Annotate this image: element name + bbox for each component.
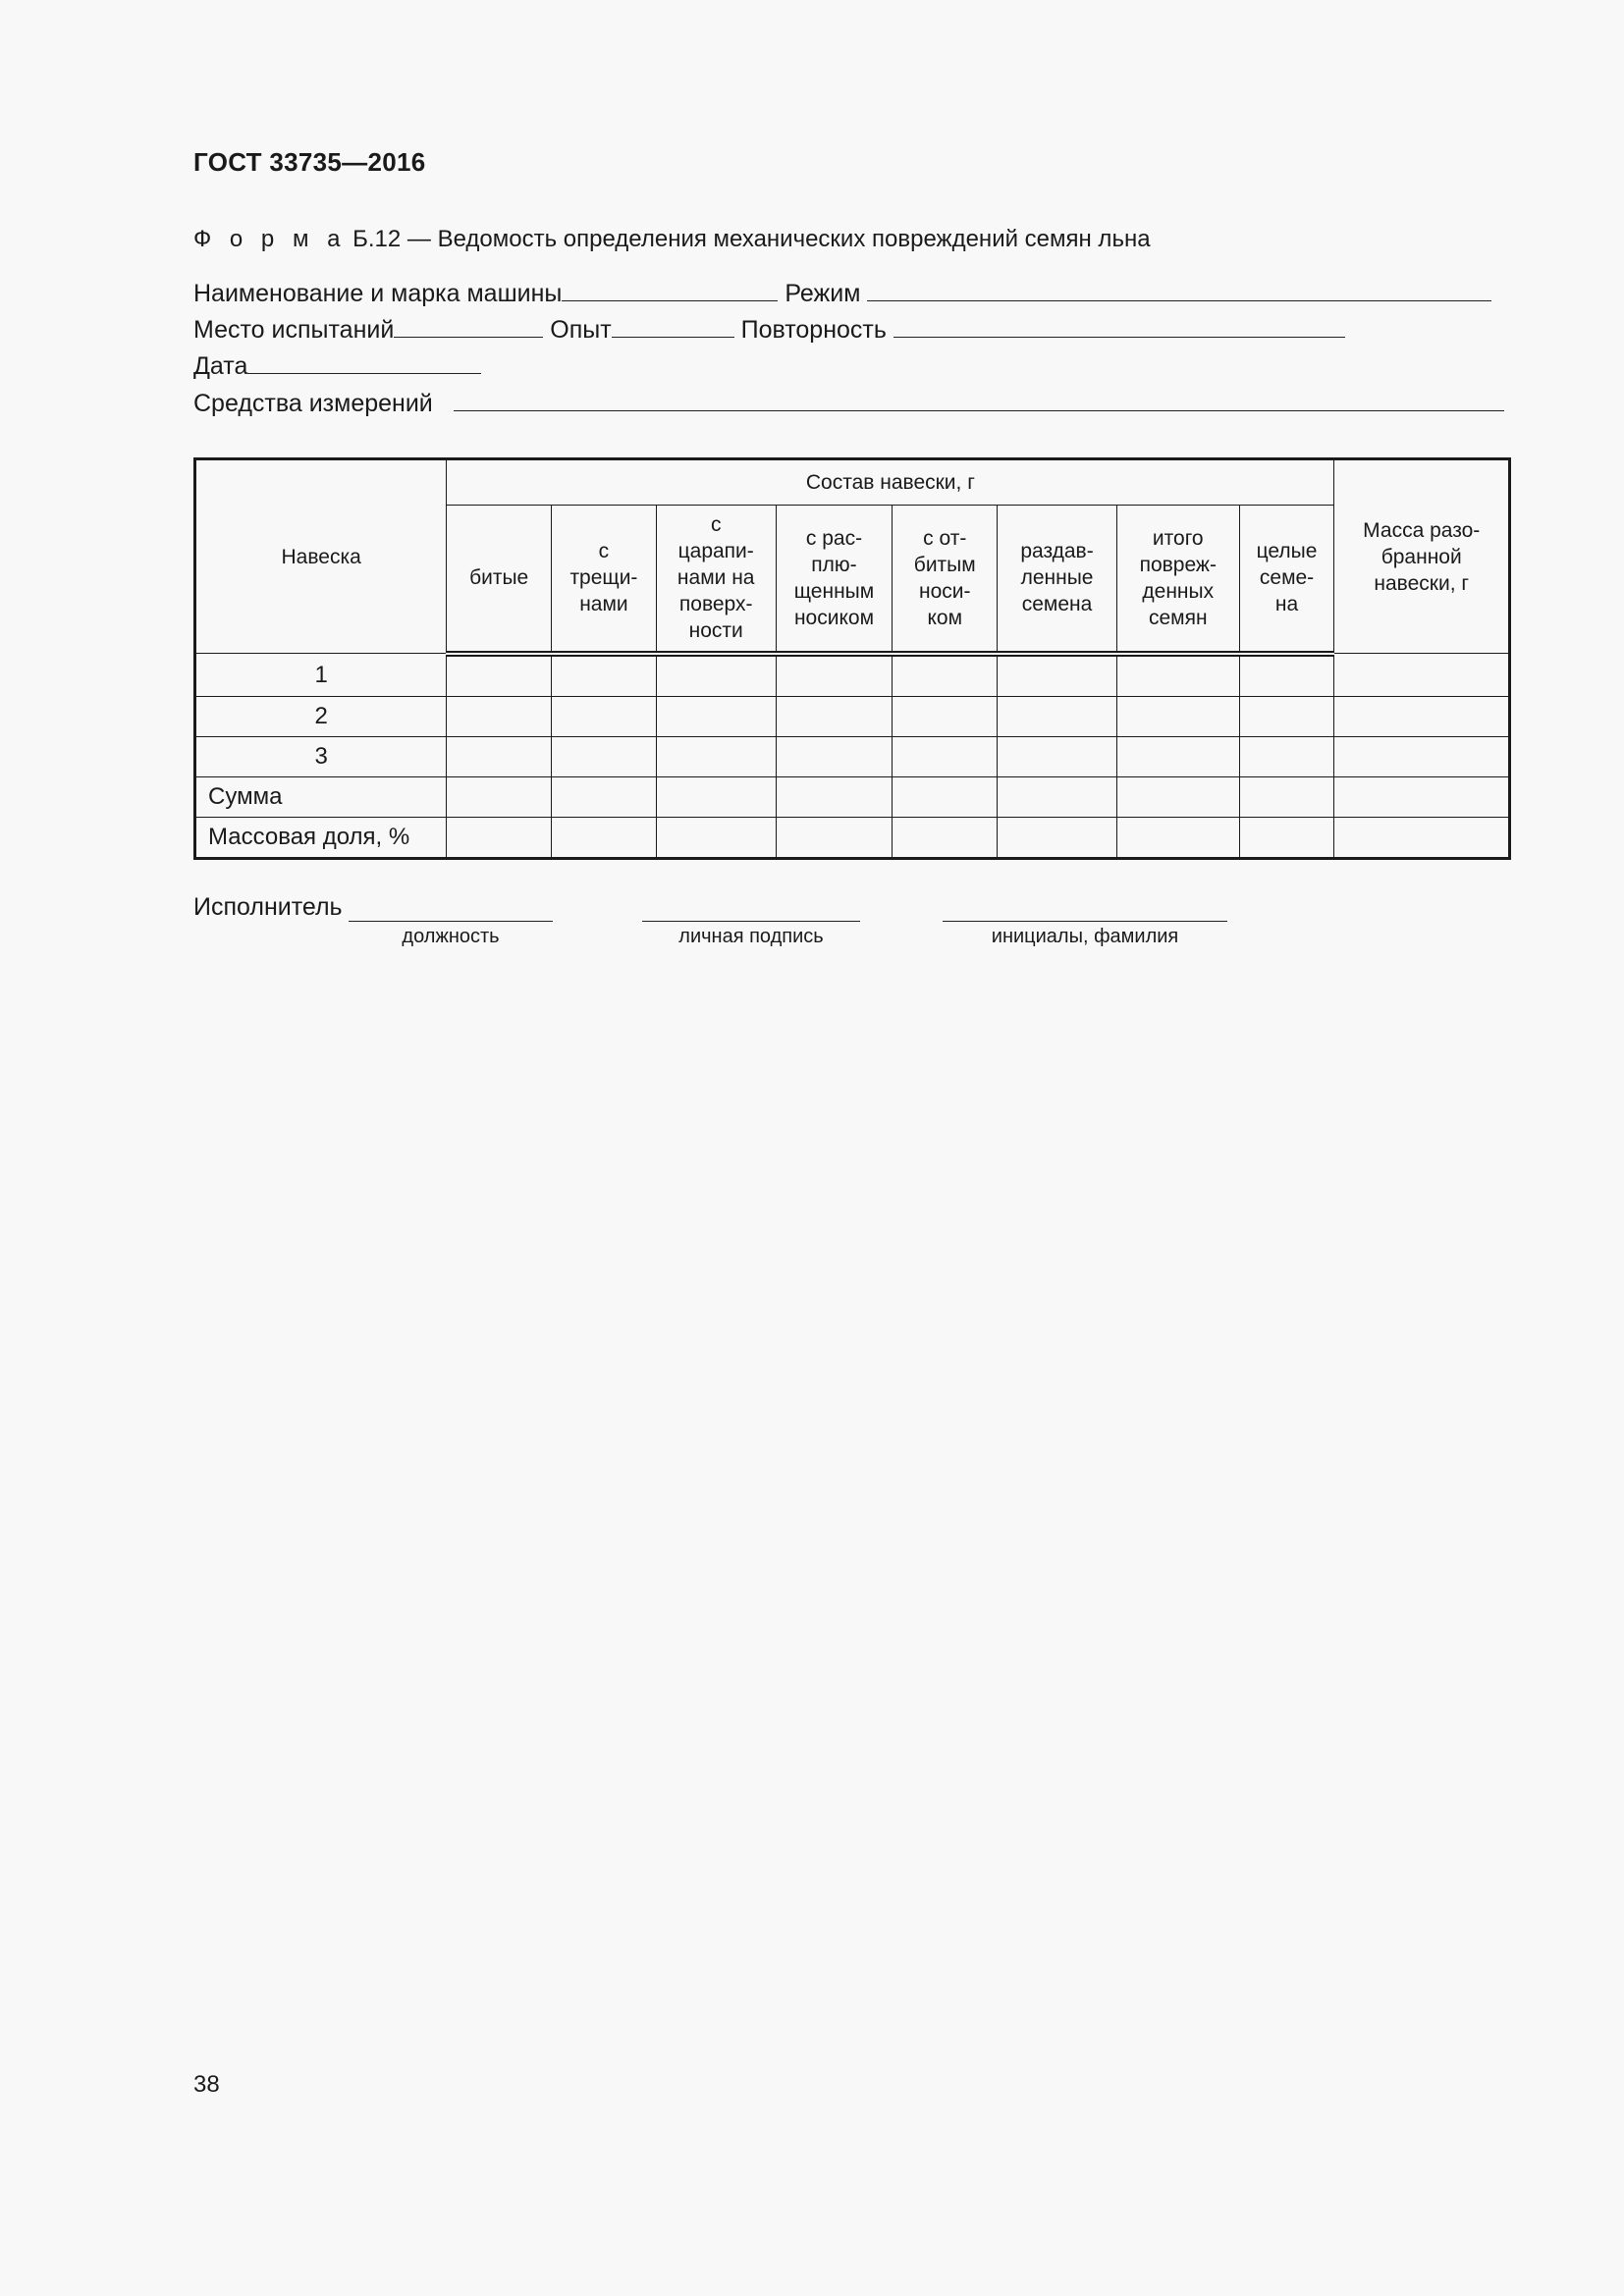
repetition-field[interactable] [893,311,1345,338]
table-cell[interactable] [1334,776,1510,817]
table-cell[interactable] [776,696,893,736]
table-cell[interactable] [447,817,552,858]
group-header: Состав навески, г [447,459,1334,506]
performer-label: Исполнитель [193,893,343,921]
table-cell[interactable] [893,817,998,858]
instruments-label: Средства измерений [193,390,433,417]
position-field[interactable] [349,921,553,948]
subcol-header: итого повреж- денных семян [1116,506,1239,654]
table-cell[interactable] [447,654,552,697]
table-cell[interactable] [656,696,776,736]
table-cell[interactable] [656,654,776,697]
row-label: 2 [195,696,447,736]
name-field[interactable] [943,921,1227,948]
subcol-header: битые [447,506,552,654]
table-cell[interactable] [447,696,552,736]
table-cell[interactable] [1239,696,1334,736]
col-sample-header: Навеска [195,459,447,654]
subcol-header: с рас- плю- щенным носиком [776,506,893,654]
table-cell[interactable] [1334,696,1510,736]
table-cell[interactable] [1239,654,1334,697]
table-cell[interactable] [552,654,657,697]
table-row [195,817,1510,858]
signature-block [193,893,1273,952]
date-label: Дата [193,352,248,380]
machine-line [193,275,1491,308]
table-cell[interactable] [776,776,893,817]
table-cell[interactable] [1334,654,1510,697]
table-cell[interactable] [552,696,657,736]
mode-label: Режим [785,280,861,307]
subcol-header: с от- битым носи- ком [893,506,998,654]
table-cell[interactable] [776,817,893,858]
row-label: 3 [195,736,447,776]
page-number: 38 [193,2071,220,2098]
table-cell[interactable] [893,776,998,817]
machine-field[interactable] [562,275,778,301]
mode-field[interactable] [867,275,1491,301]
table-cell[interactable] [1116,654,1239,697]
table-row [195,654,1510,697]
date-field[interactable] [247,347,481,374]
form-caption-text: Б.12 — Ведомость определения механических повреждений семян льна [352,226,1151,252]
subcol-header: целые семе- на [1239,506,1334,654]
table-cell[interactable] [552,776,657,817]
table-cell[interactable] [998,776,1117,817]
subcol-header: с царапи- нами на поверх- ности [656,506,776,654]
instruments-line [193,385,1504,418]
table-cell[interactable] [893,654,998,697]
table-cell[interactable] [998,736,1117,776]
table-cell[interactable] [1239,776,1334,817]
table-row [195,776,1510,817]
table-cell[interactable] [656,776,776,817]
signature-caption: личная подпись [678,926,824,947]
table-cell[interactable] [447,736,552,776]
repetition-label: Повторность [740,316,887,344]
form-caption-prefix: Ф о р м а [193,226,347,252]
place-field[interactable] [394,311,543,338]
table-row [195,736,1510,776]
table-cell[interactable] [1239,817,1334,858]
name-caption: инициалы, фамилия [991,926,1179,947]
table-cell[interactable] [552,736,657,776]
table-cell[interactable] [998,696,1117,736]
table-cell[interactable] [447,776,552,817]
table-cell[interactable] [656,817,776,858]
experiment-label: Опыт [550,316,612,344]
table-cell[interactable] [998,817,1117,858]
document-header: ГОСТ 33735—2016 [193,147,426,177]
experiment-field[interactable] [612,311,734,338]
signature-field[interactable] [642,921,860,948]
table-cell[interactable] [656,736,776,776]
table-row [195,696,1510,736]
position-caption: должность [402,926,500,947]
table-cell[interactable] [1334,736,1510,776]
place-label: Место испытаний [193,316,395,344]
subcol-header: раздав- ленные семена [998,506,1117,654]
row-label: Сумма [195,776,447,817]
table-cell[interactable] [893,696,998,736]
subcol-header: с трещи- нами [552,506,657,654]
table-cell[interactable] [1334,817,1510,858]
table-cell[interactable] [552,817,657,858]
table-cell[interactable] [776,654,893,697]
table-cell[interactable] [1116,736,1239,776]
place-line [193,311,1345,345]
table-cell[interactable] [776,736,893,776]
row-label: 1 [195,654,447,697]
table-cell[interactable] [1239,736,1334,776]
form-caption [193,226,1151,253]
table-cell[interactable] [1116,817,1239,858]
table-cell[interactable] [1116,696,1239,736]
table-cell[interactable] [893,736,998,776]
machine-label: Наименование и марка машины [193,280,563,307]
table-cell[interactable] [1116,776,1239,817]
date-line [193,347,481,381]
col-mass-header: Масса разо- бранной навески, г [1334,459,1510,654]
table-cell[interactable] [998,654,1117,697]
seed-damage-table [193,457,1511,860]
instruments-field[interactable] [454,385,1504,411]
row-label: Массовая доля, % [195,817,447,858]
